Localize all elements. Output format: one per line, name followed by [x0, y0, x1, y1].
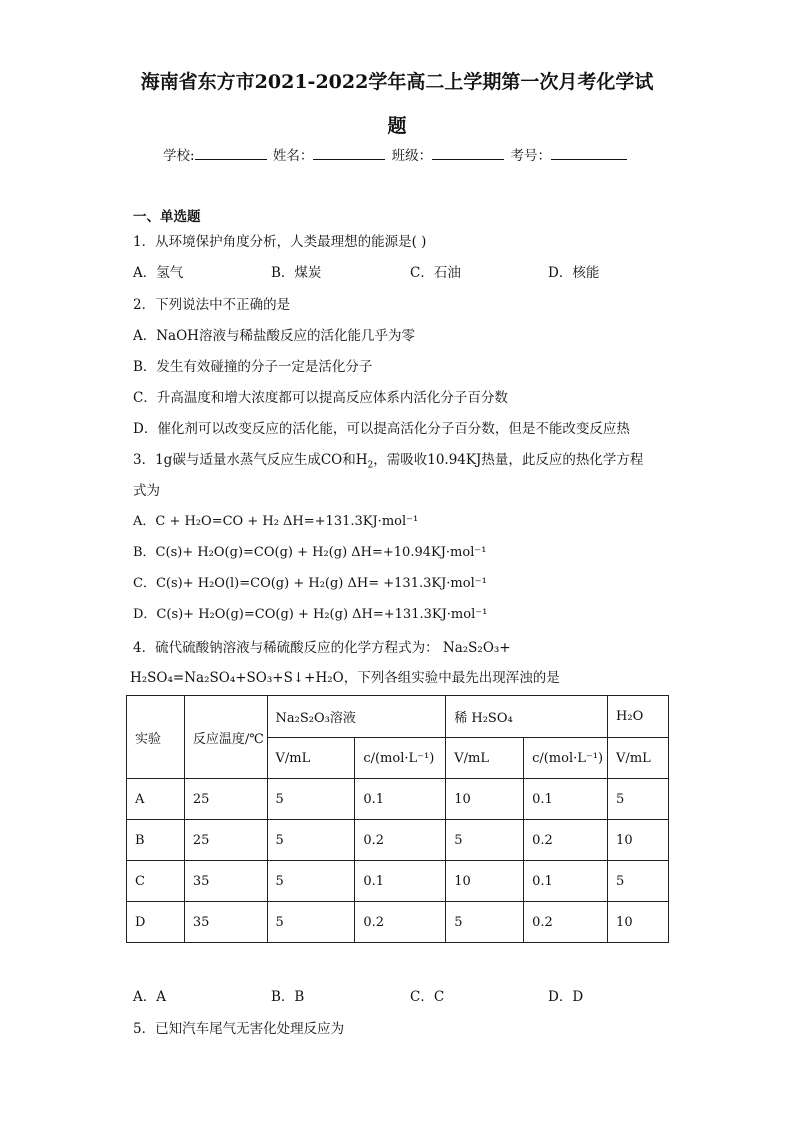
subheader-acid-conc: c/(mol·L⁻¹) [524, 738, 608, 779]
cell: 0.1 [355, 861, 446, 902]
header-temperature: 反应温度/℃ [184, 696, 267, 779]
subheader-na-volume: V/mL [267, 738, 355, 779]
q3-stem: 3．1g碳与适量水蒸气反应生成CO和$H_2$，需吸收10.94KJ热量，此反应的热化学方程 [133, 452, 644, 471]
cell: 35 [184, 861, 267, 902]
cell: 25 [184, 779, 267, 820]
q4-option-b: B．B [271, 989, 305, 1005]
q2-option-d: D．催化剂可以改变反应的活化能，可以提高活化分子百分数，但是不能改变反应热 [133, 421, 630, 437]
q2-option-c: C．升高温度和增大浓度都可以提高反应体系内活化分子百分数 [133, 390, 508, 406]
cell: 0.1 [524, 779, 608, 820]
q4-option-c: C．C [410, 989, 445, 1005]
table-row [127, 861, 669, 902]
school-blank[interactable] [195, 145, 267, 160]
q3-stem-cont: 式为 [133, 483, 160, 499]
cell: 10 [608, 902, 669, 943]
q1-option-a: A．氢气 [133, 265, 184, 281]
student-info-row [163, 145, 629, 166]
cell: 0.1 [355, 779, 446, 820]
table-row [127, 820, 669, 861]
q1-option-c: C．石油 [410, 265, 461, 281]
cell: 5 [608, 861, 669, 902]
cell: A [127, 779, 185, 820]
name-label: 姓名： [272, 148, 314, 164]
table-row [127, 779, 669, 820]
number-blank[interactable] [551, 145, 627, 160]
experiment-table [126, 695, 669, 943]
q4-stem-cont: H₂SO₄=Na₂SO₄+SO₃+S↓+H₂O，下列各组实验中最先出现浑浊的是 [130, 670, 560, 686]
number-label: 考号： [510, 148, 551, 164]
q2-stem: 2．下列说法中不正确的是 [133, 297, 291, 313]
cell: 0.2 [355, 902, 446, 943]
table-row [127, 902, 669, 943]
cell: 5 [267, 861, 355, 902]
header-experiment: 实验 [127, 696, 185, 779]
cell: 5 [267, 820, 355, 861]
cell: 0.1 [524, 861, 608, 902]
q2-option-a: A．NaOH溶液与稀盐酸反应的活化能几乎为零 [133, 328, 415, 344]
cell: 5 [446, 902, 524, 943]
cell: 25 [184, 820, 267, 861]
q3-option-a: A．C + H₂O=CO + H₂ ΔH=+131.3KJ·mol⁻¹ [133, 514, 419, 529]
cell: B [127, 820, 185, 861]
cell: 10 [446, 779, 524, 820]
q4-option-d: D．D [548, 989, 584, 1005]
q3-stem-part-a: 3．1g碳与适量水蒸气反应生成CO和H [133, 452, 368, 468]
cell: C [127, 861, 185, 902]
class-label: 班级： [391, 148, 433, 164]
table-header-row [127, 696, 669, 738]
q1-stem: 1．从环境保护角度分析，人类最理想的能源是( ) [133, 234, 427, 250]
cell: 10 [608, 820, 669, 861]
header-na2s2o3: Na₂S₂O₃溶液 [267, 696, 446, 738]
header-water: H₂O [608, 696, 669, 738]
cell: 10 [446, 861, 524, 902]
class-blank[interactable] [432, 145, 504, 160]
header-h2so4: 稀 H₂SO₄ [446, 696, 608, 738]
q5-stem: 5．已知汽车尾气无害化处理反应为 [133, 1021, 345, 1037]
q3-option-b: B．C(s)+ H₂O(g)=CO(g) + H₂(g) ΔH=+10.94KJ·mol⁻¹ [133, 545, 487, 560]
cell: 0.2 [355, 820, 446, 861]
q3-option-d: D．C(s)+ H₂O(g)=CO(g) + H₂(g) ΔH=+131.3KJ·mol⁻¹ [133, 607, 488, 622]
cell: 5 [446, 820, 524, 861]
q3-stem-part-b: ，需吸收10.94KJ热量，此反应的热化学方程 [373, 452, 644, 468]
q1-option-d: D．核能 [548, 265, 600, 281]
q3-option-c: C．C(s)+ H₂O(l)=CO(g) + H₂(g) ΔH= +131.3KJ·mol⁻¹ [133, 576, 487, 591]
cell: 0.2 [524, 820, 608, 861]
cell: D [127, 902, 185, 943]
name-blank[interactable] [313, 145, 385, 160]
cell: 35 [184, 902, 267, 943]
cell: 5 [267, 779, 355, 820]
cell: 5 [608, 779, 669, 820]
cell: 5 [267, 902, 355, 943]
school-label: 学校: [163, 148, 195, 164]
q1-option-b: B．煤炭 [271, 265, 322, 281]
cell: 0.2 [524, 902, 608, 943]
q2-option-b: B．发生有效碰撞的分子一定是活化分子 [133, 359, 373, 375]
q4-stem: 4．硫代硫酸钠溶液与稀硫酸反应的化学方程式为： Na₂S₂O₃+ [133, 640, 511, 656]
q4-option-a: A．A [133, 989, 166, 1005]
subheader-na-conc: c/(mol·L⁻¹) [355, 738, 446, 779]
section-heading: 一、单选题 [133, 209, 201, 225]
subheader-acid-volume: V/mL [446, 738, 524, 779]
doc-title-line2: 题 [387, 115, 407, 137]
doc-title-line1: 海南省东方市2021-2022学年高二上学期第一次月考化学试 [140, 71, 654, 93]
subheader-water-volume: V/mL [608, 738, 669, 779]
